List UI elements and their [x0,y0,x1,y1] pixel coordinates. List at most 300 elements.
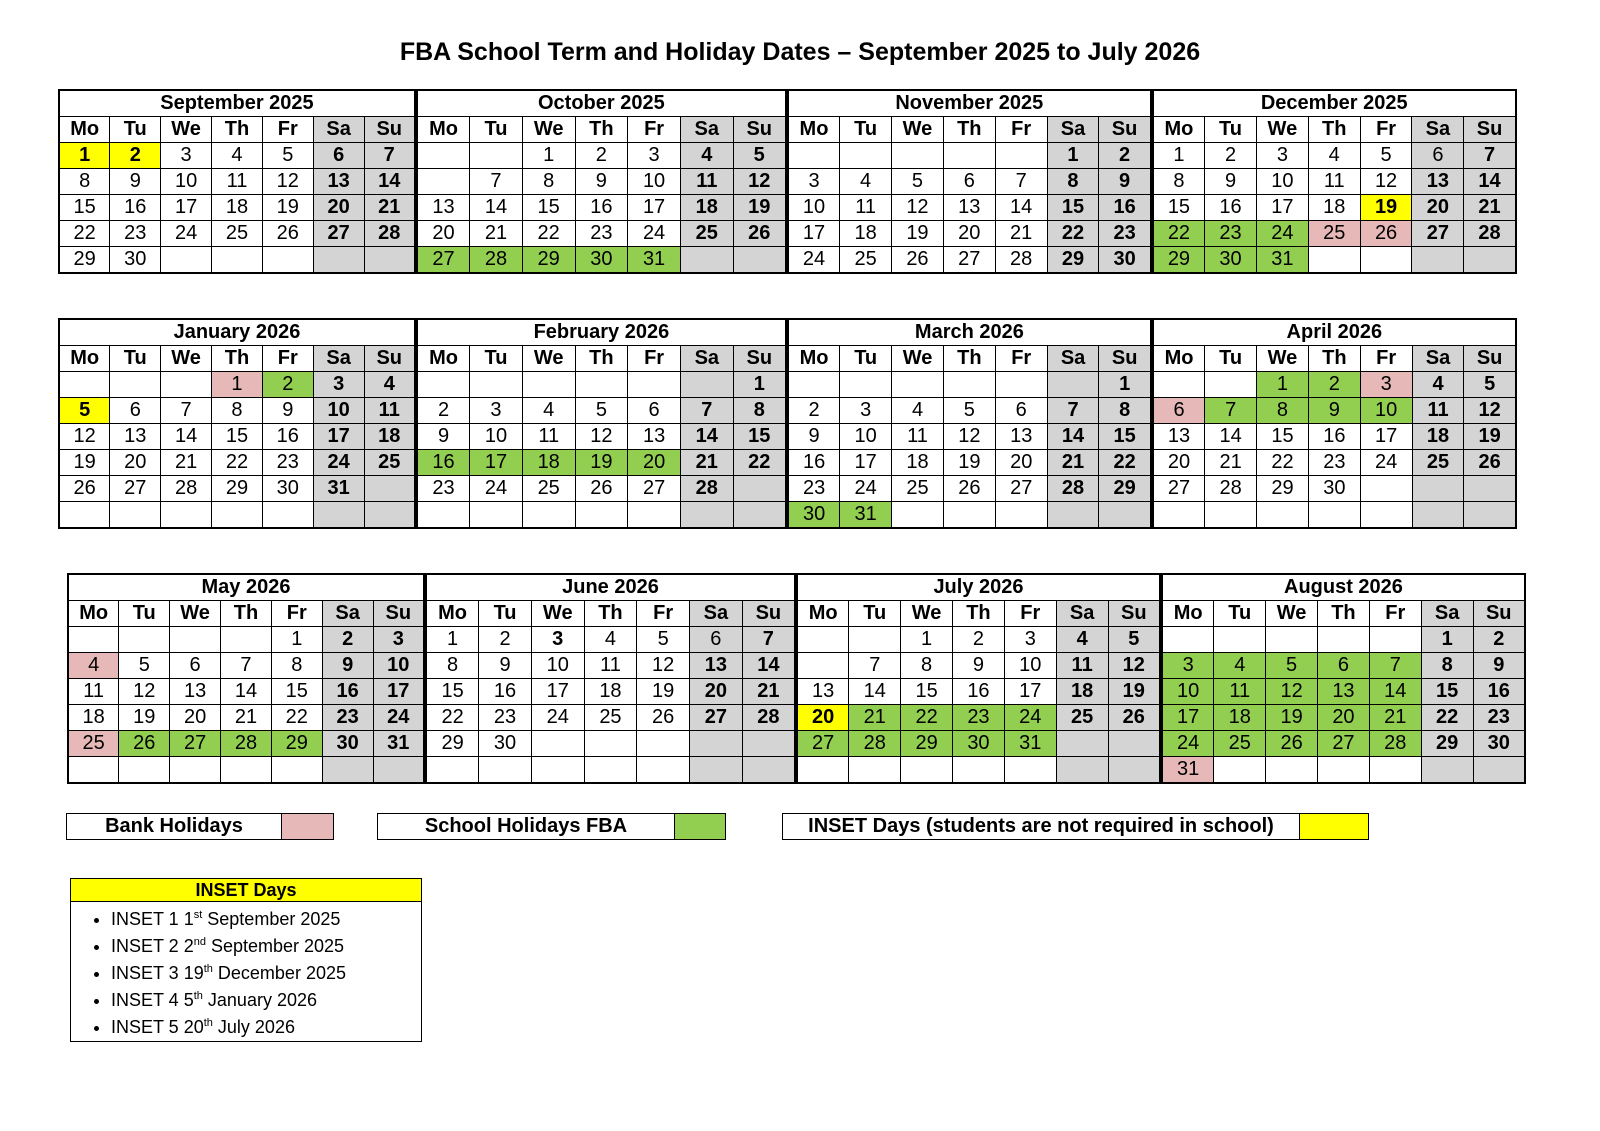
day-cell: 9 [1473,653,1525,679]
day-cell: 1 [59,143,110,169]
weekday-header: Th [212,346,263,372]
day-cell [797,653,849,679]
day-cell: 4 [1412,372,1464,398]
day-cell [840,143,892,169]
day-cell: 7 [161,398,212,424]
week-row [788,372,1151,398]
month-table [1152,89,1517,274]
day-cell: 10 [1256,169,1308,195]
weekday-header: Su [364,346,415,372]
day-cell [262,247,313,274]
weekday-header: We [1256,117,1308,143]
day-cell: 6 [1153,398,1205,424]
weekday-header: Mo [59,117,110,143]
day-cell: 8 [212,398,263,424]
day-cell: 26 [1464,450,1516,476]
day-cell: 24 [1004,705,1056,731]
day-cell: 4 [212,143,263,169]
day-cell: 9 [788,424,840,450]
day-cell: 1 [1421,627,1473,653]
day-cell: 17 [313,424,364,450]
day-cell: 17 [1004,679,1056,705]
week-row [797,705,1160,731]
day-cell: 18 [1412,424,1464,450]
day-cell: 28 [1205,476,1257,502]
day-cell: 6 [170,653,221,679]
day-cell [690,731,743,757]
week-row [788,195,1151,221]
weekday-header: Mo [1153,117,1205,143]
day-cell: 28 [1047,476,1099,502]
day-cell [995,502,1047,529]
week-row [68,757,424,784]
day-cell [901,757,953,784]
day-cell: 20 [943,221,995,247]
day-cell: 24 [1162,731,1214,757]
day-cell: 22 [426,705,479,731]
day-cell: 21 [1369,705,1421,731]
day-cell: 23 [262,450,313,476]
day-cell: 31 [1162,757,1214,784]
day-cell: 8 [426,653,479,679]
day-cell [1205,372,1257,398]
legend-bank-label: Bank Holidays [67,814,282,839]
month-table [1161,573,1526,784]
day-cell: 22 [271,705,322,731]
day-cell: 13 [417,195,470,221]
day-cell: 3 [1360,372,1412,398]
day-cell: 21 [1205,450,1257,476]
day-cell: 9 [479,653,532,679]
weekday-header: We [1266,601,1318,627]
day-cell: 11 [584,653,637,679]
week-row [417,450,786,476]
day-cell [1412,247,1464,274]
week-row [68,731,424,757]
day-cell [1360,476,1412,502]
day-cell: 28 [221,731,272,757]
day-cell: 19 [1360,195,1412,221]
day-cell [1308,502,1360,529]
day-cell: 31 [373,731,424,757]
weekday-header: Sa [322,601,373,627]
week-row [68,627,424,653]
day-cell [119,757,170,784]
day-cell: 29 [522,247,575,274]
weekday-header: Fr [628,117,681,143]
day-cell: 25 [1056,705,1108,731]
month-table [416,89,787,274]
day-cell: 19 [575,450,628,476]
day-cell: 28 [161,476,212,502]
day-cell: 27 [1318,731,1370,757]
day-cell: 28 [1369,731,1421,757]
day-cell: 27 [110,476,161,502]
day-cell [110,502,161,529]
weekday-header: Sa [690,601,743,627]
day-cell [373,757,424,784]
inset-days-list [71,904,421,1039]
day-cell: 24 [531,705,584,731]
week-row [1153,502,1516,529]
day-cell: 8 [1153,169,1205,195]
day-cell [59,372,110,398]
day-cell: 25 [680,221,733,247]
day-cell: 10 [1162,679,1214,705]
day-cell: 29 [1257,476,1309,502]
day-cell [313,502,364,529]
weekday-header: Th [212,117,263,143]
week-row [1153,398,1516,424]
day-cell: 8 [522,169,575,195]
day-cell: 1 [733,372,786,398]
day-cell: 26 [262,221,313,247]
day-cell: 29 [1047,247,1099,274]
month-name: February 2026 [417,319,786,346]
day-cell: 28 [849,731,901,757]
day-cell [733,502,786,529]
day-cell: 9 [262,398,313,424]
week-row [68,679,424,705]
day-cell: 6 [628,398,681,424]
day-cell: 19 [262,195,313,221]
day-cell: 19 [943,450,995,476]
day-cell: 25 [1308,221,1360,247]
day-cell: 24 [1360,450,1412,476]
week-row [417,424,786,450]
day-cell [953,757,1005,784]
day-cell: 10 [1004,653,1056,679]
day-cell: 17 [1162,705,1214,731]
day-cell [271,757,322,784]
weekday-header: Th [575,117,628,143]
day-cell: 11 [1214,679,1266,705]
day-cell [1369,627,1421,653]
weekday-header: Tu [1205,117,1257,143]
day-cell: 4 [1056,627,1108,653]
day-cell [1214,757,1266,784]
weekday-header: Fr [271,601,322,627]
day-cell: 13 [690,653,743,679]
inset-day-item: • INSET 3 19th December 2025 [111,958,421,985]
calendar-row-spring [58,318,1517,529]
legend-inset-label: INSET Days (students are not required in school) [783,814,1300,839]
day-cell: 11 [1056,653,1108,679]
day-cell [68,627,119,653]
day-cell: 16 [575,195,628,221]
month-name: September 2025 [59,90,415,117]
day-cell: 12 [1266,679,1318,705]
day-cell: 26 [637,705,690,731]
day-cell: 18 [892,450,944,476]
day-cell: 3 [470,398,523,424]
day-cell: 27 [943,247,995,274]
day-cell: 18 [522,450,575,476]
inset-day-item: • INSET 1 1st September 2025 [111,904,421,931]
day-cell: 8 [1047,169,1099,195]
day-cell: 2 [953,627,1005,653]
day-cell: 6 [995,398,1047,424]
day-cell: 23 [417,476,470,502]
day-cell [943,372,995,398]
day-cell [119,627,170,653]
day-cell [1266,757,1318,784]
day-cell [1360,502,1412,529]
day-cell: 10 [1360,398,1412,424]
day-cell [1056,757,1108,784]
day-cell: 26 [733,221,786,247]
day-cell [637,731,690,757]
day-cell: 10 [470,424,523,450]
week-row [1162,627,1525,653]
weekday-header: Mo [426,601,479,627]
month-table [787,318,1152,529]
day-cell: 19 [59,450,110,476]
legend-school-label: School Holidays FBA [378,814,675,839]
day-cell: 13 [797,679,849,705]
day-cell: 2 [1099,143,1151,169]
week-row [59,450,415,476]
weekday-header: Th [943,117,995,143]
day-cell: 11 [840,195,892,221]
weekday-header: Sa [313,117,364,143]
day-cell: 5 [733,143,786,169]
day-cell [313,247,364,274]
day-cell: 8 [271,653,322,679]
weekday-header: Tu [479,601,532,627]
day-cell [797,627,849,653]
day-cell [221,757,272,784]
day-cell: 27 [417,247,470,274]
day-cell: 16 [1205,195,1257,221]
day-cell [1412,476,1464,502]
week-row [417,476,786,502]
day-cell: 4 [364,372,415,398]
week-row [68,705,424,731]
day-cell [1464,502,1516,529]
month-name: March 2026 [788,319,1151,346]
day-cell: 16 [788,450,840,476]
month-name: January 2026 [59,319,415,346]
day-cell [1308,247,1360,274]
day-cell: 16 [417,450,470,476]
day-cell: 23 [953,705,1005,731]
weekday-header: Tu [470,346,523,372]
day-cell [788,372,840,398]
day-cell: 5 [892,169,944,195]
week-row [59,195,415,221]
day-cell [680,502,733,529]
day-cell [522,372,575,398]
day-cell: 26 [575,476,628,502]
day-cell: 21 [1047,450,1099,476]
weekday-header: Sa [1412,346,1464,372]
day-cell: 27 [1412,221,1464,247]
day-cell: 18 [680,195,733,221]
day-cell: 14 [470,195,523,221]
day-cell: 10 [788,195,840,221]
day-cell: 4 [1214,653,1266,679]
inset-day-item: • INSET 4 5th January 2026 [111,985,421,1012]
day-cell [221,627,272,653]
day-cell: 30 [479,731,532,757]
week-row [788,450,1151,476]
inset-days-heading: INSET Days [71,879,421,902]
day-cell: 14 [1369,679,1421,705]
day-cell [733,476,786,502]
day-cell: 8 [1421,653,1473,679]
day-cell [1266,627,1318,653]
day-cell: 26 [119,731,170,757]
day-cell [1056,731,1108,757]
day-cell: 6 [690,627,743,653]
day-cell: 16 [322,679,373,705]
day-cell: 28 [364,221,415,247]
day-cell: 21 [470,221,523,247]
day-cell: 7 [1047,398,1099,424]
day-cell [170,627,221,653]
month-name: June 2026 [426,574,795,601]
weekday-header: Su [1108,601,1160,627]
day-cell: 20 [690,679,743,705]
day-cell: 26 [59,476,110,502]
day-cell: 22 [1047,221,1099,247]
day-cell: 5 [1464,372,1516,398]
day-cell: 5 [637,627,690,653]
day-cell [1162,627,1214,653]
month-table [787,89,1152,274]
day-cell: 15 [271,679,322,705]
day-cell: 29 [426,731,479,757]
day-cell: 25 [68,731,119,757]
day-cell: 29 [901,731,953,757]
week-row [797,627,1160,653]
weekday-header: Sa [1047,346,1099,372]
page-title: FBA School Term and Holiday Dates – September 2025 to July 2026 [399,38,1201,66]
day-cell: 30 [1473,731,1525,757]
day-cell: 17 [840,450,892,476]
week-row [68,653,424,679]
day-cell [470,502,523,529]
day-cell: 13 [110,424,161,450]
day-cell: 2 [575,143,628,169]
day-cell: 6 [943,169,995,195]
day-cell: 21 [849,705,901,731]
weekday-header: We [170,601,221,627]
day-cell: 27 [170,731,221,757]
day-cell: 11 [522,424,575,450]
month-table [67,573,425,784]
day-cell: 4 [584,627,637,653]
day-cell: 29 [59,247,110,274]
day-cell: 22 [901,705,953,731]
day-cell: 15 [1153,195,1205,221]
day-cell: 26 [943,476,995,502]
week-row [59,372,415,398]
week-row [417,502,786,529]
weekday-header: Th [943,346,995,372]
week-row [417,169,786,195]
day-cell [584,731,637,757]
day-cell [68,757,119,784]
week-row [788,502,1151,529]
day-cell: 27 [628,476,681,502]
day-cell: 9 [110,169,161,195]
day-cell: 13 [1318,679,1370,705]
day-cell: 3 [313,372,364,398]
week-row [1162,679,1525,705]
day-cell: 31 [1256,247,1308,274]
day-cell [161,372,212,398]
day-cell: 17 [470,450,523,476]
weekday-header: Sa [1047,117,1099,143]
day-cell: 3 [373,627,424,653]
day-cell: 14 [364,169,415,195]
weekday-header: Tu [1214,601,1266,627]
day-cell: 15 [426,679,479,705]
week-row [417,221,786,247]
day-cell: 12 [943,424,995,450]
day-cell: 15 [212,424,263,450]
day-cell: 9 [1205,169,1257,195]
day-cell [680,372,733,398]
day-cell: 20 [417,221,470,247]
weekday-header: We [1257,346,1309,372]
day-cell: 4 [680,143,733,169]
weekday-header: Mo [417,346,470,372]
day-cell: 18 [584,679,637,705]
weekday-header: Su [742,601,795,627]
weekday-header: We [892,346,944,372]
month-table [1152,318,1517,529]
weekday-header: Sa [1412,117,1464,143]
week-row [426,653,795,679]
day-cell: 10 [161,169,212,195]
day-cell: 30 [110,247,161,274]
day-cell [628,502,681,529]
month-table [58,318,416,529]
day-cell: 17 [1360,424,1412,450]
day-cell: 23 [110,221,161,247]
day-cell [364,476,415,502]
day-cell: 30 [1308,476,1360,502]
day-cell: 2 [322,627,373,653]
day-cell: 25 [522,476,575,502]
day-cell: 20 [628,450,681,476]
week-row [788,247,1151,274]
day-cell: 26 [1108,705,1160,731]
weekday-header: Fr [637,601,690,627]
day-cell: 31 [628,247,681,274]
day-cell: 3 [531,627,584,653]
day-cell [110,372,161,398]
day-cell: 17 [628,195,681,221]
day-cell: 18 [68,705,119,731]
week-row [59,398,415,424]
day-cell: 30 [788,502,840,529]
day-cell: 14 [1205,424,1257,450]
week-row [797,757,1160,784]
day-cell: 12 [892,195,944,221]
day-cell: 5 [575,398,628,424]
day-cell [1464,476,1516,502]
day-cell: 15 [522,195,575,221]
day-cell: 20 [1153,450,1205,476]
day-cell [575,372,628,398]
day-cell: 24 [373,705,424,731]
day-cell: 18 [1214,705,1266,731]
day-cell: 31 [840,502,892,529]
